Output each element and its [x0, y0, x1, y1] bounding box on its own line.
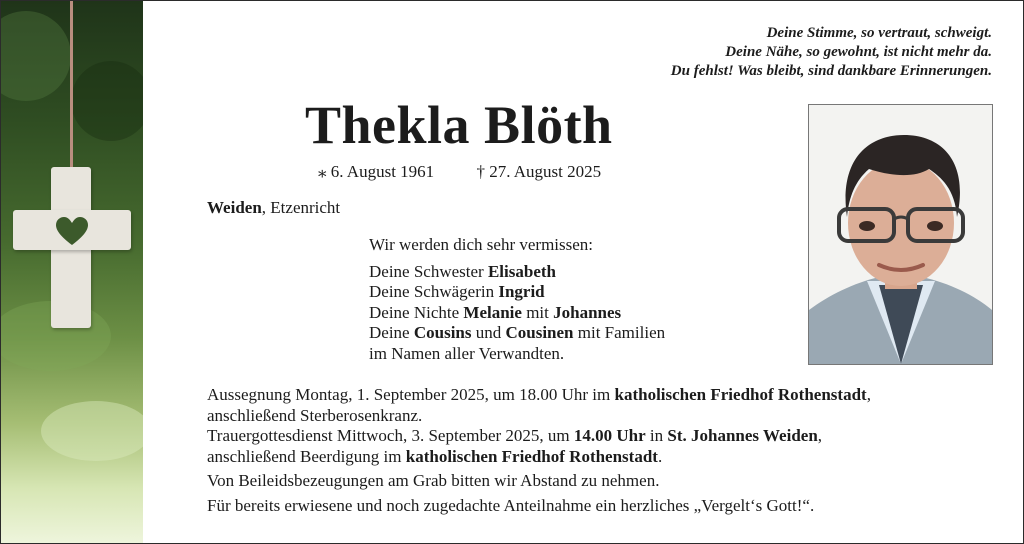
note-rosary: anschließend Sterberosenkranz. — [207, 405, 423, 425]
mourners-block — [369, 235, 665, 364]
place-rest: , Etzenricht — [261, 198, 341, 217]
death-date: † 27. August 2025 — [476, 162, 602, 181]
mourner-line: Deine Schwester Elisabeth — [369, 261, 556, 281]
mourner-line: Deine Nichte Melanie mit Johannes — [369, 302, 622, 322]
place-main: Weiden — [207, 198, 262, 217]
mourner-line: Deine Schwägerin Ingrid — [369, 282, 545, 301]
life-dates — [318, 161, 601, 183]
heart-icon — [54, 215, 90, 247]
person-portrait-icon — [809, 105, 992, 364]
funeral-notes — [207, 385, 997, 516]
portrait-photo — [808, 104, 993, 365]
motto-line: Deine Nähe, so gewohnt, ist nicht mehr da. — [725, 44, 992, 60]
cross-cord — [70, 1, 73, 181]
mourners-intro: Wir werden dich sehr vermissen: — [369, 235, 594, 254]
deceased-name: Thekla Blöth — [305, 95, 613, 155]
note-service: Trauergottesdienst Mittwoch, 3. September 2025, um 14.00 Uhr in St. Johannes Weiden, — [207, 426, 823, 445]
note-thanks: Für bereits erwiesene und noch zugedachte Anteilnahme ein herzliches „Vergelt‘s Gott!“. — [207, 495, 815, 515]
mourner-line: Deine Cousins und Cousinen mit Familien — [369, 323, 666, 342]
cross-photo — [1, 1, 143, 543]
birth-date: ⁎ 6. August 1961 — [318, 162, 435, 181]
note-condolences: Von Beileidsbezeugungen am Grab bitten wir Abstand zu nehmen. — [207, 471, 660, 490]
motto-line: Du fehlst! Was bleibt, sind dankbare Erinnerungen. — [670, 63, 992, 79]
note-burial: anschließend Beerdigung im katholischen Friedhof Rothenstadt. — [207, 446, 663, 466]
mourner-line: im Namen aller Verwandten. — [369, 343, 565, 363]
note-blessing: Aussegnung Montag, 1. September 2025, um 18.00 Uhr im katholischen Friedhof Rothenstadt, — [207, 385, 871, 404]
place — [207, 197, 340, 219]
motto — [671, 24, 992, 81]
motto-line: Deine Stimme, so vertraut, schweigt. — [766, 25, 992, 41]
